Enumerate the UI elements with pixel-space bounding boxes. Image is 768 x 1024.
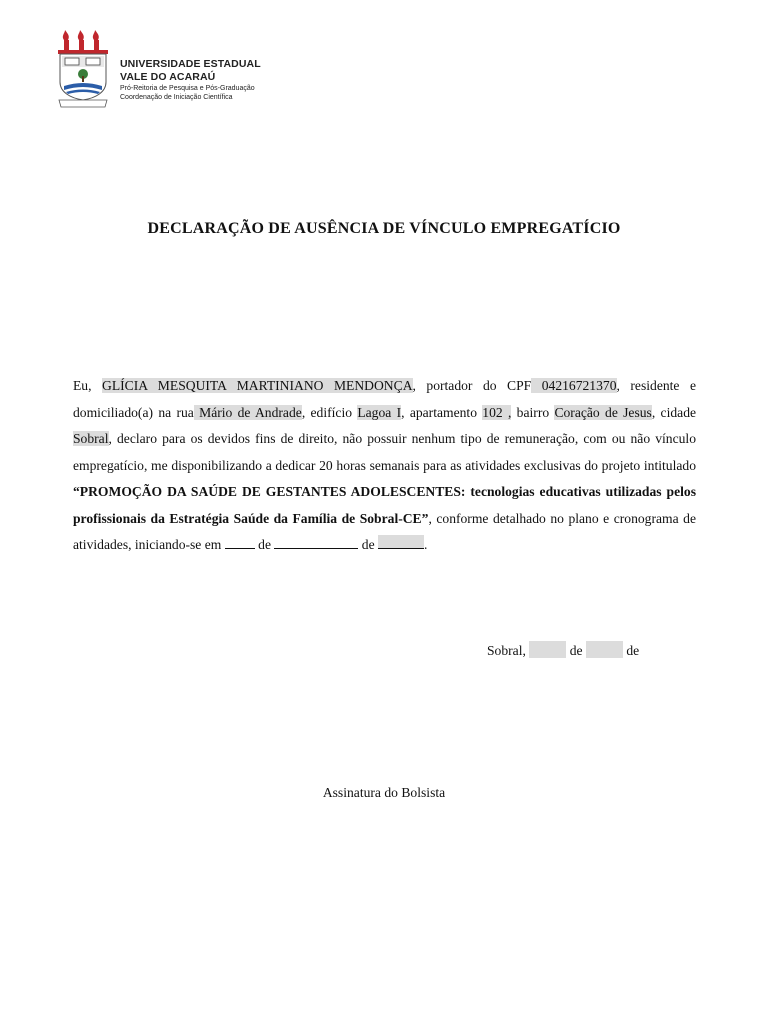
institution-name <box>120 58 261 102</box>
department-line1: Pró-Reitoria de Pesquisa e Pós-Graduação <box>120 85 255 92</box>
declaration-paragraph <box>73 373 696 559</box>
blank-year[interactable] <box>378 535 424 549</box>
text-segment: de <box>569 643 583 658</box>
field-neighborhood[interactable]: Coração de Jesus <box>554 404 652 420</box>
field-day[interactable] <box>529 641 566 658</box>
text-segment: bairro <box>511 404 555 420</box>
place-city: Sobral, <box>487 643 526 658</box>
department-line2: Coordenação de Iniciação Científica <box>120 94 233 101</box>
signature-label: Assinatura do Bolsista <box>322 785 446 800</box>
text-segment: , portador do CPF <box>412 378 532 393</box>
blank-month[interactable] <box>274 535 358 549</box>
text-segment: Eu, <box>73 378 102 393</box>
university-crest-icon <box>56 30 110 110</box>
text-segment: . <box>424 537 428 552</box>
project-title: “PROMOÇÃO DA SAÚDE DE GESTANTES ADOLESCENTES: tecnologias educativas utilizadas pelos profissionais da Estratégia Saúde da Família de Sobral-CE” <box>73 484 696 526</box>
field-street[interactable]: Mário de Andrade <box>193 404 302 420</box>
text-segment: , apartamento <box>401 404 483 420</box>
university-name-line2: VALE DO ACARAÚ <box>120 71 216 83</box>
field-building[interactable]: Lagoa I <box>357 404 402 420</box>
field-city[interactable]: Sobral <box>73 431 109 446</box>
text-segment: , edifício <box>301 404 358 420</box>
text-segment: , conforme detalhado no plano e cronograma de atividades, iniciando-se em <box>73 510 696 552</box>
text-segment: de <box>254 537 275 552</box>
field-name[interactable]: GLÍCIA MESQUITA MARTINIANO MENDONÇA <box>102 378 413 393</box>
field-apartment[interactable]: 102 , <box>482 404 512 420</box>
text-segment: , declaro para os devidos fins de direito, não possuir nenhum tipo de remuneração, com ou não vínculo empregatício, me disponibilizando a dedicar 20 horas semanais para as atividades exclusivas do projeto intitulado <box>73 431 696 473</box>
letterhead <box>56 30 261 110</box>
field-cpf[interactable]: 04216721370 <box>531 378 617 393</box>
university-name-line1: UNIVERSIDADE ESTADUAL <box>120 58 261 70</box>
text-segment: de <box>626 643 640 658</box>
place-date-line <box>487 641 639 659</box>
text-segment: de <box>358 537 379 552</box>
text-segment: , cidade <box>651 404 697 420</box>
document-title: DECLARAÇÃO DE AUSÊNCIA DE VÍNCULO EMPREGATÍCIO <box>147 220 621 237</box>
field-month[interactable] <box>586 641 623 658</box>
blank-day[interactable] <box>225 535 255 549</box>
text-segment: , residente e domiciliado(a) na rua <box>73 378 696 420</box>
